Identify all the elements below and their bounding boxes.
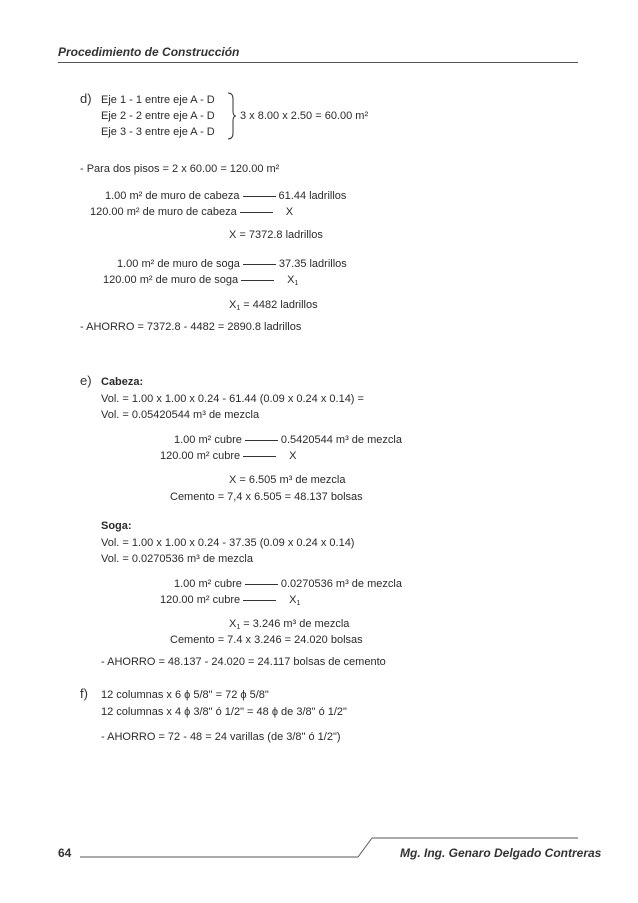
- dash-line: [243, 196, 276, 197]
- soga-rule-row-2: [103, 274, 298, 290]
- dash-line: [241, 280, 274, 281]
- columnas-line-1: 12 columnas x 6 ϕ 5/8" = 72 ϕ 5/8": [101, 689, 269, 701]
- soga-row1-left: 1.00 m² de muro de soga: [117, 258, 240, 270]
- dash-line: [245, 584, 278, 585]
- soga-vol-2: Vol. = 0.0270536 m³ de mezcla: [101, 553, 253, 565]
- soga-cubre-row2-right-var: X: [289, 594, 297, 606]
- cabeza-row2-right: X: [285, 206, 294, 218]
- section-d-label: d): [80, 91, 92, 106]
- soga-x-sub: 1: [236, 624, 241, 631]
- soga-cubre-row2-left: 120.00 m² cubre: [160, 594, 241, 606]
- header-rule: [58, 62, 578, 63]
- cabeza-cubre-row2-left: 120.00 m² cubre: [160, 450, 241, 462]
- ahorro-varillas: - AHORRO = 72 - 48 = 24 varillas (de 3/8" ó 1/2"): [101, 731, 341, 743]
- cabeza-row1-left: 1.00 m² de muro de cabeza: [105, 190, 240, 202]
- dash-line: [243, 456, 276, 457]
- soga-vol-1: Vol. = 1.00 x 1.00 x 0.24 - 37.35 (0.09 x 0.24 x 0.14): [101, 537, 355, 549]
- cabeza-cemento: Cemento = 7,4 x 6.505 = 48.137 bolsas: [170, 491, 363, 503]
- cabeza-cubre-row1-right: 0.5420544 m³ de mezcla: [280, 434, 402, 446]
- soga-result-rest: = 4482 ladrillos: [240, 299, 318, 311]
- cabeza-x-result: X = 6.505 m³ de mezcla: [229, 474, 346, 486]
- soga-row1-right: 37.35 ladrillos: [278, 258, 347, 270]
- soga-result-var: X: [229, 299, 237, 311]
- cabeza-rule-row-2: [90, 206, 293, 219]
- cabeza-vol-1: Vol. = 1.00 x 1.00 x 0.24 - 61.44 (0.09 x 0.24 x 0.14) =: [101, 393, 364, 405]
- cabeza-cubre-row-2: [160, 450, 296, 463]
- soga-result: [229, 299, 318, 315]
- dash-line: [245, 440, 278, 441]
- soga-title: Soga:: [101, 520, 132, 532]
- page-header-title: Procedimiento de Construcción: [58, 45, 240, 59]
- soga-x-rest: = 3.246 m³ de mezcla: [240, 618, 350, 630]
- soga-cubre-row1-left: 1.00 m² cubre: [174, 578, 242, 590]
- soga-rule-row-1: [117, 258, 347, 271]
- axis-line-3: Eje 3 - 3 entre eje A - D: [101, 126, 215, 138]
- ahorro-ladrillos: - AHORRO = 7372.8 - 4482 = 2890.8 ladrillos: [80, 321, 302, 333]
- cabeza-cubre-row1-left: 1.00 m² cubre: [174, 434, 242, 446]
- cabeza-row2-left: 120.00 m² de muro de cabeza: [90, 206, 237, 218]
- dash-line: [240, 212, 273, 213]
- cabeza-cubre-row2-right: X: [289, 450, 297, 462]
- cabeza-row1-right: 61.44 ladrillos: [278, 190, 347, 202]
- author-name: Mg. Ing. Genaro Delgado Contreras: [400, 846, 602, 860]
- soga-cubre-row1-right: 0.0270536 m³ de mezcla: [280, 578, 402, 590]
- soga-cubre-row-2: [160, 594, 300, 610]
- soga-row2-left: 120.00 m² de muro de soga: [103, 274, 239, 286]
- cabeza-result: X = 7372.8 ladrillos: [229, 229, 323, 241]
- columnas-line-2: 12 columnas x 4 ϕ 3/8" ó 1/2" = 48 ϕ de 3/8" ó 1/2": [101, 706, 347, 718]
- cabeza-cubre-row-1: [174, 434, 402, 447]
- page-number: 64: [58, 846, 72, 860]
- cabeza-title: Cabeza:: [101, 376, 144, 388]
- soga-result-sub: 1: [236, 305, 241, 312]
- soga-x-var: X: [229, 618, 237, 630]
- soga-row2-right-var: X: [287, 274, 295, 286]
- curly-brace-icon: [227, 91, 237, 141]
- two-floors-line: - Para dos pisos = 2 x 60.00 = 120.00 m²: [80, 163, 280, 175]
- cabeza-rule-row-1: [105, 190, 346, 203]
- soga-row2-right-sub: 1: [294, 280, 299, 287]
- axis-line-2: Eje 2 - 2 entre eje A - D: [101, 110, 215, 122]
- dash-line: [243, 600, 276, 601]
- section-e-label: e): [80, 373, 92, 388]
- cabeza-vol-2: Vol. = 0.05420544 m³ de mezcla: [101, 409, 260, 421]
- soga-cemento: Cemento = 7.4 x 3.246 = 24.020 bolsas: [170, 634, 363, 646]
- dash-line: [243, 264, 276, 265]
- soga-cubre-row2-right-sub: 1: [296, 600, 301, 607]
- ahorro-cemento: - AHORRO = 48.137 - 24.020 = 24.117 bolsas de cemento: [101, 656, 386, 668]
- section-f-label: f): [80, 686, 88, 701]
- axis-line-1: Eje 1 - 1 entre eje A - D: [101, 94, 215, 106]
- area-result: 3 x 8.00 x 2.50 = 60.00 m²: [240, 110, 369, 122]
- soga-cubre-row-1: [174, 578, 402, 591]
- soga-x-result: [229, 618, 349, 634]
